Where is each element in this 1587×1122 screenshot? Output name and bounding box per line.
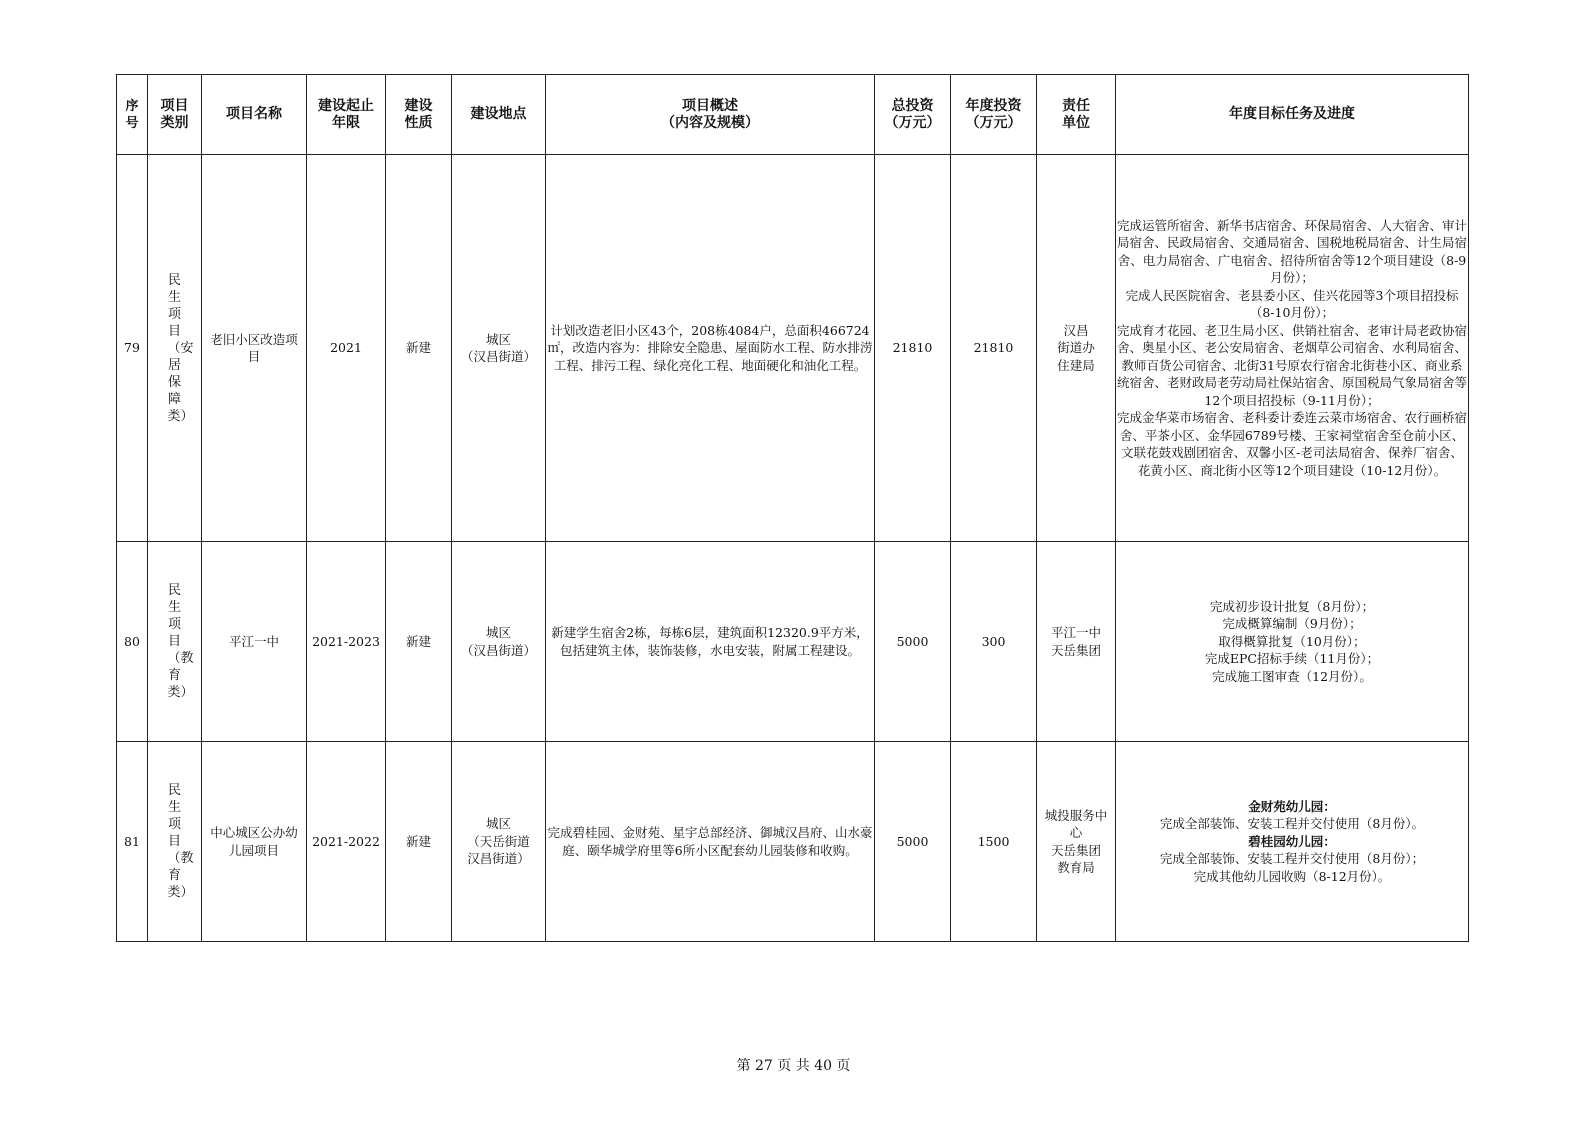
row-period: 2021-2022: [307, 742, 386, 942]
row-name: 平江一中: [202, 542, 307, 742]
header-name: 项目名称: [202, 75, 307, 155]
row-responsible: [1037, 155, 1116, 542]
header-responsible-line2: 单位: [1062, 114, 1090, 131]
row-responsible-line1: 平江一中: [1050, 625, 1101, 640]
row-seq: 80: [117, 542, 148, 742]
row-responsible-line1: 城投服务中心: [1044, 807, 1108, 840]
row-nature: 新建: [386, 155, 452, 542]
header-total-invest-line2: （万元）: [884, 114, 941, 131]
target-item: 完成施工图审查（12月份）。: [1212, 668, 1372, 684]
row-name: 老旧小区改造项目: [202, 155, 307, 542]
row-total-invest: 21810: [875, 155, 951, 542]
header-category: 项目类别: [148, 75, 202, 155]
header-annual-invest: [951, 75, 1037, 155]
row-location: [452, 542, 546, 742]
row-responsible-line2: 街道办: [1057, 340, 1095, 356]
row-location-line1: 城区: [485, 816, 511, 832]
table-row: [117, 742, 1469, 942]
row-total-invest: 5000: [875, 542, 951, 742]
row-responsible: [1037, 742, 1116, 942]
header-responsible: [1037, 75, 1116, 155]
row-overview: 计划改造老旧小区43个，208栋4084户，总面积466724㎡，改造内容为：排除安全隐患、屋面防水工程、防水排涝工程、排污工程、绿化亮化工程、地面硬化和油化工程。: [546, 155, 875, 542]
header-total-invest-line1: 总投资: [891, 97, 934, 114]
header-annual-invest-line1: 年度投资: [965, 97, 1022, 114]
project-table: [116, 74, 1469, 942]
row-responsible-line3: 教育局: [1057, 860, 1095, 875]
header-overview: [546, 75, 875, 155]
row-annual-invest: 21810: [951, 155, 1037, 542]
row-location-line2: （汉昌街道）: [460, 349, 536, 364]
row-responsible-line3: 住建局: [1057, 357, 1095, 373]
row-location-line3: 汉昌街道）: [467, 851, 530, 867]
header-seq: 序号: [117, 75, 148, 155]
target-item: 完成全部装饰、安装工程并交付使用（8月份）。: [1159, 816, 1425, 832]
target-heading: 金财苑幼儿园：: [1248, 798, 1336, 814]
header-nature: 建设性质: [386, 75, 452, 155]
row-annual-invest: 1500: [951, 742, 1037, 942]
row-overview: 新建学生宿舍2栋，每栋6层，建筑面积12320.9平方米，包括建筑主体，装饰装修，水电安装，附属工程建设。: [546, 542, 875, 742]
target-item: 完成EPC招标手续（11月份）；: [1204, 651, 1380, 667]
target-item: 完成金华菜市场宿舍、老科委计委连云菜市场宿舍、农行画桥宿舍、平茶小区、金华园6789号楼、王家祠堂宿舍至仓前小区、文联花鼓戏剧团宿舍、双馨小区-老司法局宿舍、保养厂宿舍、花黄小区、商北街小区等12个项目建设（10-12月份）。: [1116, 410, 1467, 478]
page-footer: 第 27 页 共 40 页: [736, 1058, 851, 1074]
header-overview-line2: （内容及规模）: [661, 114, 759, 131]
target-item: 完成人民医院宿舍、老县委小区、佳兴花园等3个项目招投标（8-10月份）；: [1125, 287, 1459, 321]
row-overview: 完成碧桂园、金财苑、星宇总部经济、御城汉昌府、山水豪庭、颐华城学府里等6所小区配套幼儿园装修和收购。: [546, 742, 875, 942]
row-nature: 新建: [386, 742, 452, 942]
header-location: 建设地点: [452, 75, 546, 155]
row-location-line1: 城区: [485, 625, 511, 640]
row-period: 2021-2023: [307, 542, 386, 742]
row-category: 民生项目（教育类）: [148, 542, 202, 742]
table-row: [117, 542, 1469, 742]
row-responsible-line2: 天岳集团: [1050, 642, 1101, 658]
target-heading: 碧桂园幼儿园：: [1248, 833, 1336, 849]
header-row: [117, 75, 1469, 155]
row-nature: 新建: [386, 542, 452, 742]
row-responsible-line2: 天岳集团: [1050, 842, 1101, 858]
row-name: 中心城区公办幼儿园项目: [202, 742, 307, 942]
target-item: 完成运管所宿舍、新华书店宿舍、环保局宿舍、人大宿舍、审计局宿舍、民政局宿舍、交通局宿舍、国税地税局宿舍、计生局宿舍、电力局宿舍、广电宿舍、招待所宿舍等12个项目建设（8-9月份）；: [1116, 217, 1467, 286]
header-total-invest: [875, 75, 951, 155]
target-item: 取得概算批复（10月份）；: [1218, 633, 1366, 649]
row-total-invest: 5000: [875, 742, 951, 942]
target-item: 完成其他幼儿园收购（8-12月份）。: [1193, 868, 1391, 884]
row-location-line1: 城区: [485, 331, 511, 347]
header-overview-line1: 项目概述: [682, 97, 738, 114]
row-location-line2: （天岳街道: [467, 833, 530, 849]
header-targets: 年度目标任务及进度: [1116, 75, 1469, 155]
row-annual-invest: 300: [951, 542, 1037, 742]
row-seq: 79: [117, 155, 148, 542]
row-seq: 81: [117, 742, 148, 942]
target-item: 完成育才花园、老卫生局小区、供销社宿舍、老审计局老政协宿舍、奥星小区、老公安局宿舍、老烟草公司宿舍、水利局宿舍、教师百货公司宿舍、北街31号原农行宿舍北街巷小区、商业系统宿舍、老财政局老劳动局社保站宿舍、原国税局气象局宿舍等12个项目招投标（9-11月份）；: [1116, 322, 1467, 408]
header-annual-invest-line2: （万元）: [965, 114, 1022, 131]
row-targets: [1116, 742, 1469, 942]
row-location: [452, 155, 546, 542]
table-row: [117, 155, 1469, 542]
target-item: 完成全部装饰、安装工程并交付使用（8月份）；: [1159, 851, 1425, 867]
row-targets: [1116, 155, 1469, 542]
header-responsible-line1: 责任: [1062, 97, 1090, 114]
target-item: 完成初步设计批复（8月份）；: [1209, 598, 1375, 614]
row-location: [452, 742, 546, 942]
row-responsible: [1037, 542, 1116, 742]
row-responsible-line1: 汉昌: [1063, 322, 1089, 338]
row-category: 民生项目（安居保障类）: [148, 155, 202, 542]
row-location-line2: （汉昌街道）: [460, 642, 536, 658]
row-period: 2021: [307, 155, 386, 542]
target-item: 完成概算编制（9月份）；: [1222, 616, 1362, 632]
row-targets: [1116, 542, 1469, 742]
header-period: 建设起止年限: [307, 75, 386, 155]
row-category: 民生项目（教育类）: [148, 742, 202, 942]
